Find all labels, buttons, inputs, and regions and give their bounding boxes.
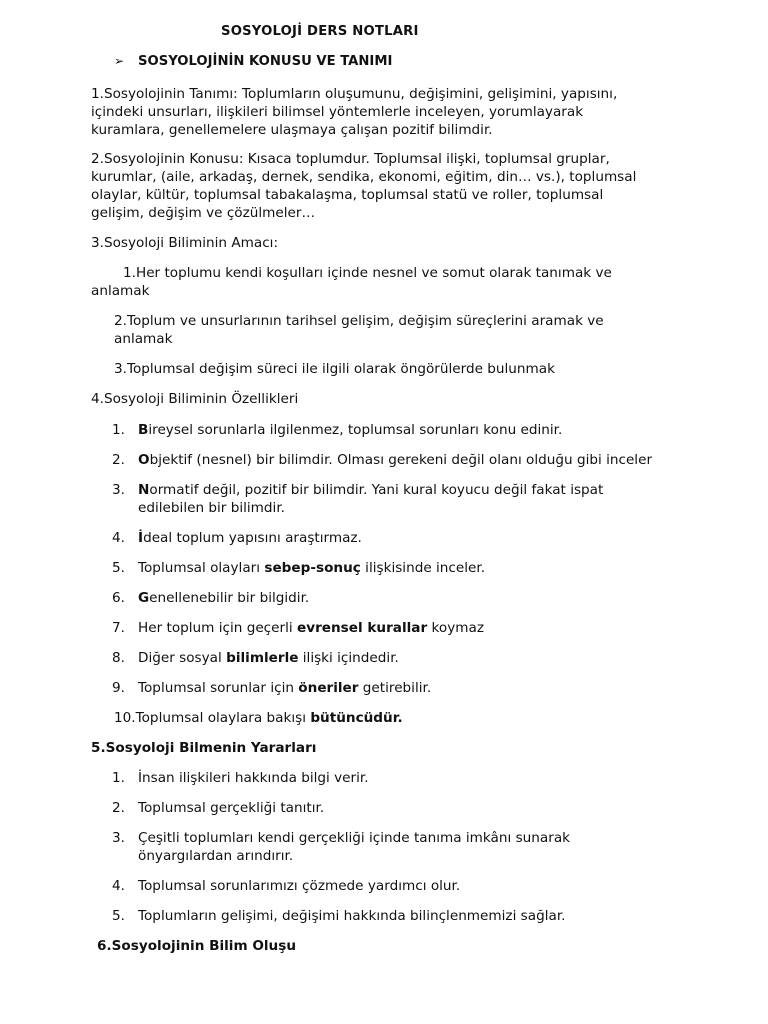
list-item: 10.Toplumsal olaylara bakışı bütüncüdür. [114, 710, 403, 726]
definition-line-1: 1.Sosyolojinin Tanımı: Toplumların oluşumunu, değişimini, gelişimini, yapısını, [91, 86, 618, 102]
features-heading: 4.Sosyoloji Biliminin Özellikleri [91, 391, 299, 407]
aim-item-3: 3.Toplumsal değişim süreci ile ilgili olarak öngörülerde bulunmak [114, 361, 555, 377]
list-number: 4. [112, 530, 125, 546]
bold-term: bütüncüdür. [310, 710, 403, 726]
aim-item-1-line-1: 1.Her toplumu kendi koşulları içinde nesnel ve somut olarak tanımak ve [123, 265, 612, 281]
arrow-bullet-icon: ➢ [114, 54, 125, 68]
definition-line-3: kuramlara, genellemelere ulaşmaya çalışan pozitif bilimdir. [91, 122, 493, 138]
list-item-continuation: edilebilen bir bilimdir. [138, 500, 285, 516]
list-number: 2. [112, 800, 125, 816]
definition-line-2: içindeki unsurları, ilişkileri bilimsel yöntemlerle inceleyen, yorumlayarak [91, 104, 584, 120]
list-item: İdeal toplum yapısını araştırmaz. [138, 530, 362, 546]
subject-line-3: olaylar, kültür, toplumsal tabakalaşma, toplumsal statü ve roller, toplumsal [91, 187, 604, 203]
list-item-continuation: önyargılardan arındırır. [138, 848, 294, 864]
list-item: Toplumsal sorunlar için öneriler getirebilir. [138, 680, 432, 696]
list-item: Diğer sosyal bilimlerle ilişki içindedir. [138, 650, 399, 666]
list-item: Bireysel sorunlarla ilgilenmez, toplumsal sorunları konu edinir. [138, 422, 563, 438]
subject-line-4: gelişim, değişim ve çözülmeler… [91, 205, 316, 221]
list-number: 8. [112, 650, 125, 666]
aim-item-1-line-2: anlamak [91, 283, 150, 299]
list-number: 9. [112, 680, 125, 696]
list-item: Çeşitli toplumları kendi gerçekliği içinde tanıma imkânı sunarak [138, 830, 571, 846]
document-title: SOSYOLOJİ DERS NOTLARI [221, 24, 419, 39]
list-number: 1. [112, 422, 125, 438]
list-number: 6. [112, 590, 125, 606]
benefits-heading: 5.Sosyoloji Bilmenin Yararları [91, 740, 317, 756]
subject-line-1: 2.Sosyolojinin Konusu: Kısaca toplumdur. Toplumsal ilişki, toplumsal gruplar, [91, 151, 610, 167]
list-item: Toplumların gelişimi, değişimi hakkında bilinçlenmemizi sağlar. [138, 908, 566, 924]
bold-initial: O [138, 452, 150, 468]
list-item: Her toplum için geçerli evrensel kurallar koymaz [138, 620, 484, 636]
list-item: Toplumsal sorunlarımızı çözmede yardımcı olur. [138, 878, 461, 894]
list-item: Toplumsal olayları sebep-sonuç ilişkisinde inceler. [138, 560, 486, 576]
bold-term: öneriler [298, 680, 359, 696]
bold-term: bilimlerle [226, 650, 299, 666]
list-number: 3. [112, 830, 125, 846]
list-item: İnsan ilişkileri hakkında bilgi verir. [138, 770, 369, 786]
list-number: 5. [112, 908, 125, 924]
aim-item-2-line-2: anlamak [114, 331, 173, 347]
aim-item-2-line-1: 2.Toplum ve unsurlarının tarihsel gelişim, değişim süreçlerini aramak ve [114, 313, 604, 329]
bold-initial: G [138, 590, 150, 606]
bold-initial: B [138, 422, 149, 438]
list-number: 3. [112, 482, 125, 498]
list-number: 4. [112, 878, 125, 894]
bold-initial: N [138, 482, 150, 498]
list-item: Normatif değil, pozitif bir bilimdir. Yani kural koyucu değil fakat ispat [138, 482, 604, 498]
subject-line-2: kurumlar, (aile, arkadaş, dernek, sendika, ekonomi, eğitim, din… vs.), toplumsal [91, 169, 637, 185]
bold-initial: İ [138, 530, 144, 546]
list-item: Genellenebilir bir bilgidir. [138, 590, 310, 606]
aim-heading: 3.Sosyoloji Biliminin Amacı: [91, 235, 279, 251]
bold-term: evrensel kurallar [296, 620, 428, 636]
list-number: 2. [112, 452, 125, 468]
list-item: Toplumsal gerçekliği tanıtır. [138, 800, 325, 816]
list-number: 5. [112, 560, 125, 576]
science-heading: 6.Sosyolojinin Bilim Oluşu [97, 938, 297, 954]
section-subtitle: SOSYOLOJİNİN KONUSU VE TANIMI [138, 54, 393, 69]
list-item: Objektif (nesnel) bir bilimdir. Olması gerekeni değil olanı olduğu gibi inceler [138, 452, 653, 468]
list-number: 1. [112, 770, 125, 786]
list-number: 10. [114, 710, 136, 726]
list-number: 7. [112, 620, 125, 636]
bold-term: sebep-sonuç [264, 560, 361, 576]
